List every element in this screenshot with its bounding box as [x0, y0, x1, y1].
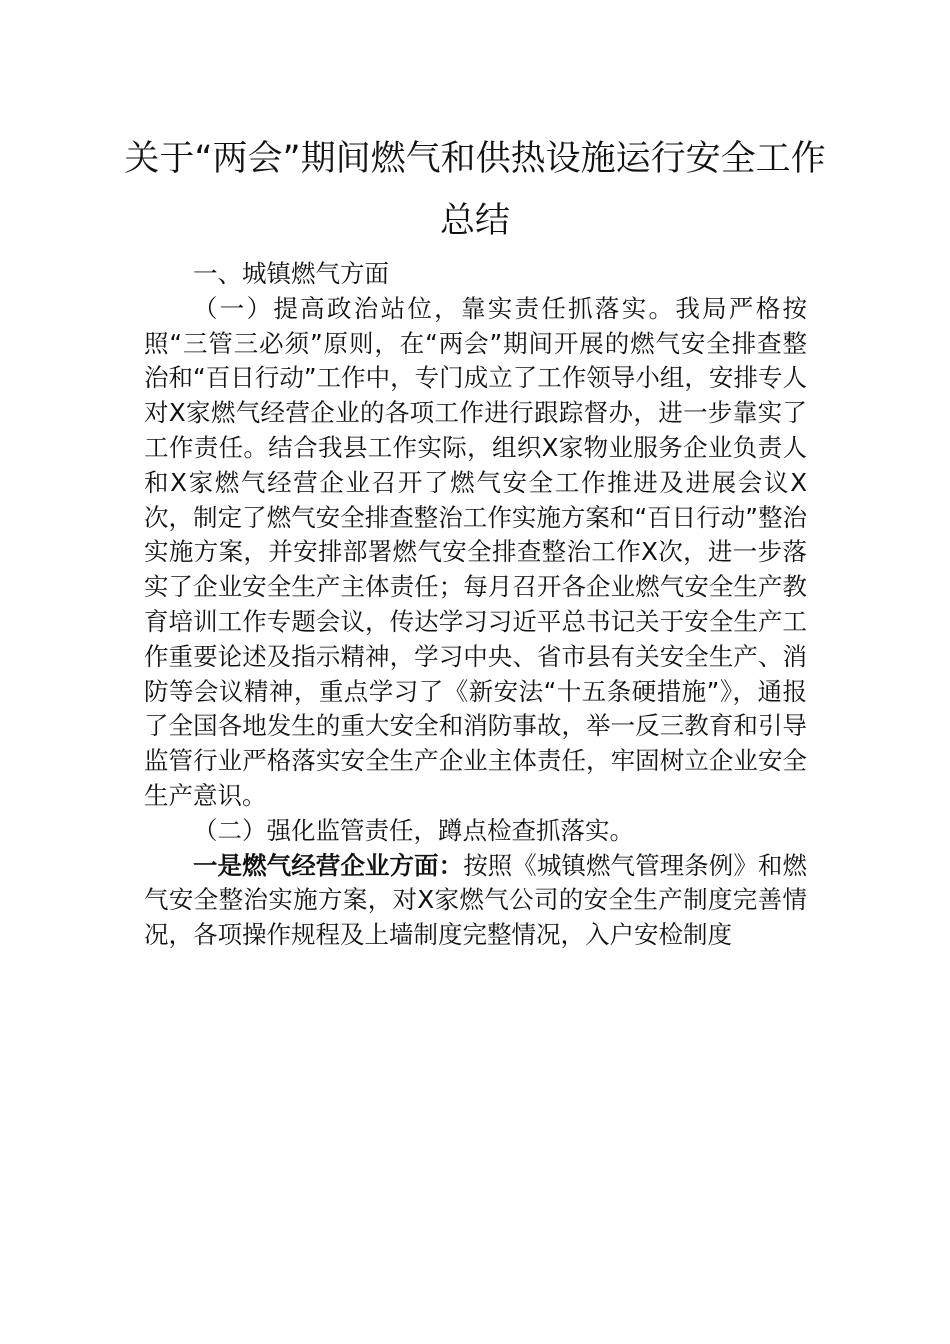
section-heading-urban-gas: 一、城镇燃气方面: [193, 259, 389, 288]
paragraph-lead-bold: 一是燃气经营企业方面：: [193, 850, 464, 880]
paragraph-supervision-heading: （二）强化监管责任，蹲点检查抓落实。: [193, 815, 634, 845]
paragraph-political-stance: （一）提高政治站位，靠实责任抓落实。我局严格按照“三管三必须”原则，在“两会”期间开展的燃气安全排查整治和“百日行动”工作中，专门成立了工作领导小组，安排专人对X家燃气经营企业的各项工作进行跟踪督办，进一步靠实了工作责任。结合我县工作实际，组织X家物业服务企业负责人和X家燃气经营企业召开了燃气安全工作推进及进展会议X次，制定了燃气安全排查整治工作实施方案和“百日行动”整治实施方案，并安排部署燃气安全排查整治工作X次，进一步落实了企业安全生产主体责任；每月召开各企业燃气安全生产教育培训工作专题会议，传达学习习近平总书记关于安全生产工作重要论述及指示精神，学习中央、省市县有关安全生产、消防等会议精神，重点学习了《新安法“十五条硬措施”》，通报了全国各地发生的重大安全和消防事故，举一反三教育和引导监管行业严格落实安全生产企业主体责任，牢固树立企业安全生产意识。: [144, 293, 807, 810]
paragraph-gas-enterprises: [144, 849, 807, 953]
document-body: [144, 257, 807, 953]
document-title: 关于“两会”期间燃气和供热设施运行安全工作总结: [124, 139, 826, 241]
paragraph-gas-enterprises-text: 按照《城镇燃气管理条例》和燃气安全整治实施方案，对X家燃气公司的安全生产制度完善情况，各项操作规程及上墙制度完整情况，入户安检制度: [144, 850, 807, 950]
